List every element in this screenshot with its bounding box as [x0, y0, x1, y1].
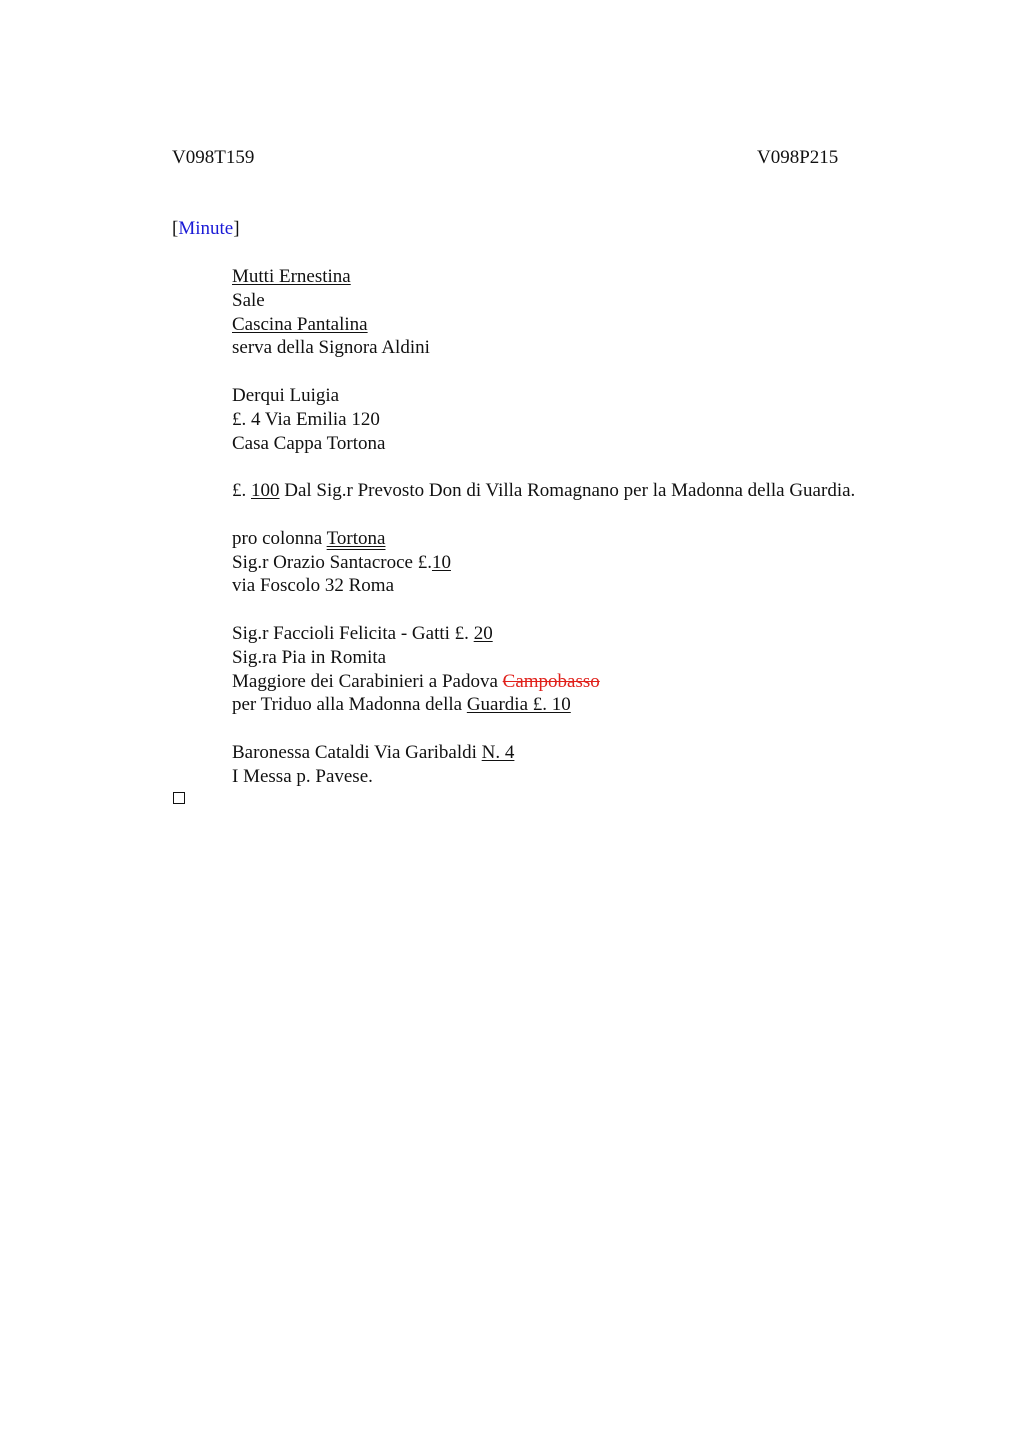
offering-text: Dal Sig.r Prevosto Don di Villa Romagnano per la Madonna della Guardia. [279, 480, 856, 502]
minute-link[interactable]: Minute [178, 218, 234, 239]
name-line: Mutti Ernestina [232, 266, 351, 287]
empty-square-icon [173, 792, 185, 804]
rank-line [232, 670, 992, 694]
document-ref-left: V098T159 [172, 147, 255, 168]
donor-line [232, 551, 992, 575]
amount-text: Guardia £. 10 [466, 694, 571, 716]
amount-text: 20 [473, 622, 493, 644]
amount-address-line: £. 4 Via Emilia 120 [232, 408, 380, 430]
page-ref-right: V098P215 [757, 147, 839, 168]
deleted-text: Campobasso [502, 670, 600, 692]
address-line: Casa Cappa Tortona [232, 432, 386, 454]
donor-text: Sig.r Faccioli Felicita - Gatti £. [232, 622, 474, 644]
amount-text: 100 [251, 480, 280, 502]
purpose-line [232, 693, 992, 717]
purpose-text: per Triduo alla Madonna della [232, 694, 467, 716]
entry-mutti [232, 265, 992, 360]
note-line: serva della Signora Aldini [232, 337, 430, 359]
bracket-open: [ [172, 218, 179, 239]
rank-text: Maggiore dei Carabinieri a Padova [232, 670, 503, 692]
purpose-text: pro colonna [232, 527, 327, 549]
number-text: N. 4 [481, 741, 515, 763]
bracket-close: ] [233, 218, 240, 239]
minute-body [232, 265, 992, 789]
donor-line [232, 622, 992, 646]
mass-line: I Messa p. Pavese. [232, 765, 373, 787]
address-line: via Foscolo 32 Roma [232, 575, 395, 597]
address-line: Cascina Pantalina [232, 313, 368, 335]
entry-faccioli [232, 622, 992, 717]
entry-prevosto [232, 479, 992, 503]
offering-line [232, 479, 992, 503]
amount-text: 10 [431, 551, 451, 573]
minute-heading [172, 217, 240, 241]
donor-text: Baronessa Cataldi Via Garibaldi [232, 741, 482, 763]
entry-santacroce [232, 527, 992, 598]
address-line [232, 741, 992, 765]
entry-derqui [232, 384, 992, 455]
entry-cataldi [232, 741, 992, 789]
name-line: Sig.ra Pia in Romita [232, 646, 387, 668]
donor-text: Sig.r Orazio Santacroce £. [232, 551, 432, 573]
currency-text: £. [232, 480, 251, 502]
name-line: Derqui Luigia [232, 384, 340, 406]
place-text: Tortona [326, 527, 386, 549]
purpose-line [232, 527, 992, 551]
place-line: Sale [232, 289, 265, 311]
